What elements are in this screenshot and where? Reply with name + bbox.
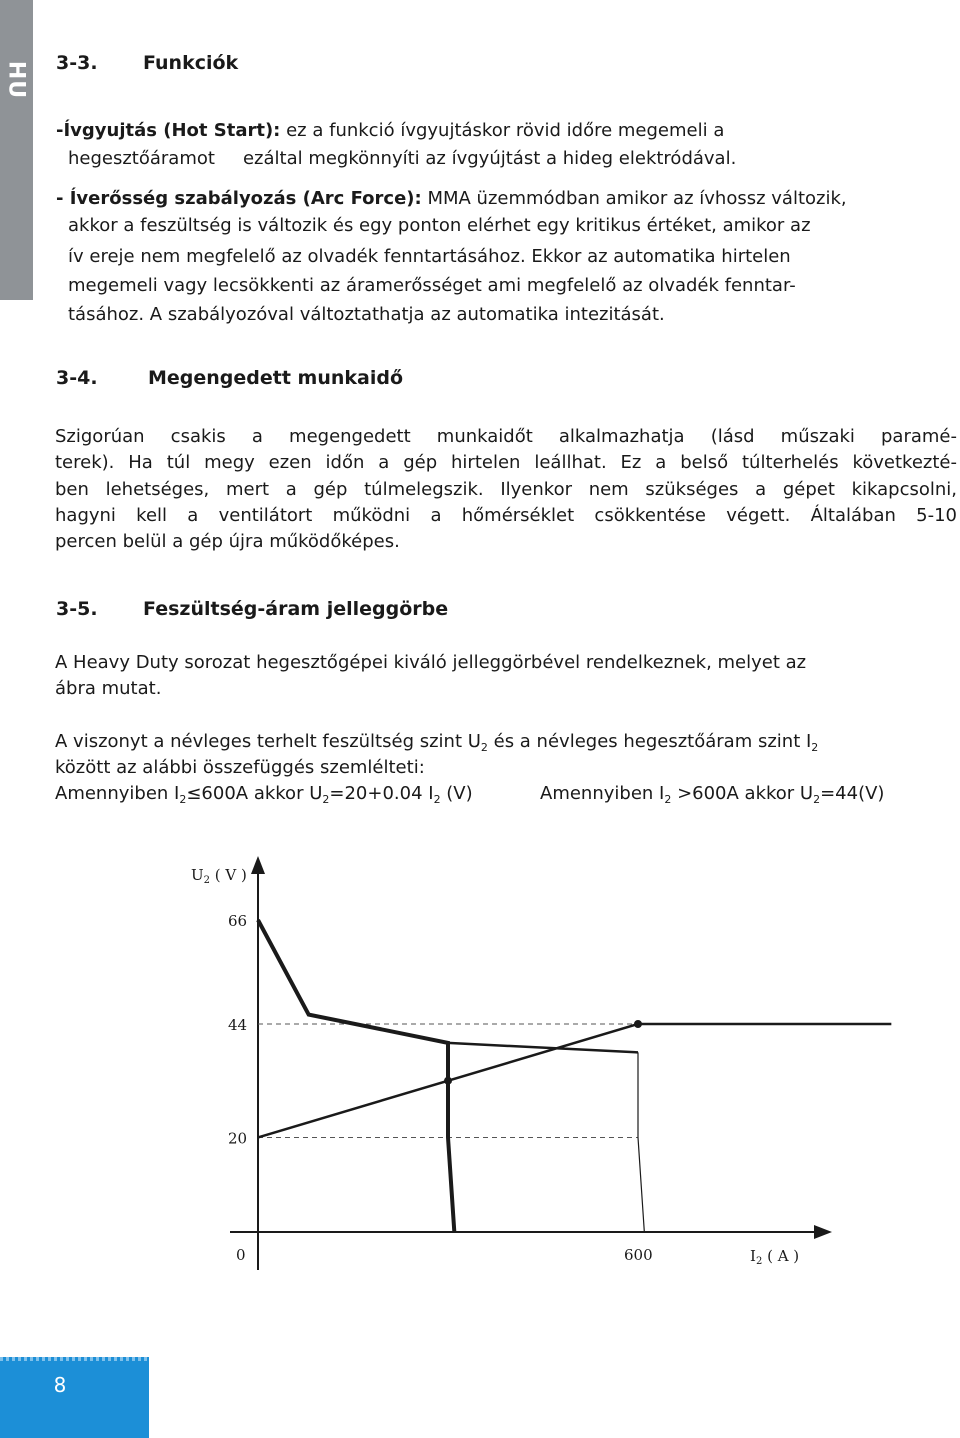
duty-line-1: Szigorúan csakis a megengedett munkaidőt alkalmazhatja (lásd műszaki paramé- xyxy=(55,426,957,447)
section-3-4-number: 3-4. xyxy=(56,367,98,389)
y-tick-20: 20 xyxy=(228,1129,248,1148)
page-number: 8 xyxy=(53,1373,67,1397)
y-axis-label: $U_2$ ( V ) xyxy=(191,866,247,886)
relation-line-2: között az alábbi összefüggés szemlélteti: xyxy=(55,757,425,778)
arc-force-line-4: megemeli vagy lecsökkenti az áramerősséget ami megfelelő az olvadék fenntar- xyxy=(68,275,796,296)
origin-label: 0 xyxy=(236,1246,246,1264)
formula-1-c: ≤600A akkor U xyxy=(186,783,323,804)
formula-1 xyxy=(55,781,473,807)
formula-1-g: (V) xyxy=(440,783,473,804)
marker-1 xyxy=(634,1020,642,1028)
duty-line-2: terek). Ha túl megy ezen időn a gép hirtelen leállhat. Ez a belső túlterhelés következté- xyxy=(55,452,957,473)
hot-start-text-2b: ezáltal megkönnyíti az ívgyújtást a hideg elektródával. xyxy=(242,148,737,169)
y-axis-arrow xyxy=(251,856,265,874)
arc-force-line-2: akkor a feszültség is változik és egy ponton elérhet egy kritikus értéket, amikor az xyxy=(68,215,811,236)
formula-2-c: >600A akkor U xyxy=(671,783,814,804)
chart-axes xyxy=(230,856,832,1270)
x-axis-arrow xyxy=(814,1225,832,1239)
arc-force-line-5: tásához. A szabályozóval változtathatja az automatika intezitását. xyxy=(68,304,665,325)
language-tab-label: HU xyxy=(3,60,29,100)
section-3-5-title: Feszültség-áram jelleggörbe xyxy=(143,598,449,620)
y-tick-labels xyxy=(228,912,247,1147)
formula-1-e: =20+0.04 I xyxy=(329,783,434,804)
x-tick-labels xyxy=(624,1246,653,1264)
curve-intro-line-2: ábra mutat. xyxy=(55,678,162,699)
arc-force-line-1 xyxy=(56,186,847,212)
formula-1-sub-2: 2 xyxy=(322,793,330,806)
x-axis-label: $I_2$ ( A ) xyxy=(750,1247,800,1267)
section-3-5-number: 3-5. xyxy=(56,598,98,620)
section-3-3-title: Funkciók xyxy=(143,52,239,74)
duty-line-5: percen belül a gép újra működőképes. xyxy=(55,531,400,552)
relation-sub-i: 2 xyxy=(811,741,819,754)
relation-line-1 xyxy=(55,729,818,755)
duty-line-3: ben lehetséges, mert a gép túlmelegszik. Ilyenkor nem szükséges a gépet kikapcsolni, xyxy=(55,479,957,500)
x-tick-600: 600 xyxy=(624,1246,653,1264)
chart-series xyxy=(258,920,891,1232)
series-line-2 xyxy=(448,1043,638,1052)
duty-line-4: hagyni kell a ventilátort működni a hőmérséklet csökkentése végett. Általában 5-10 xyxy=(55,505,957,526)
formula-1-a: Amennyiben I xyxy=(55,783,180,804)
hot-start-line-2 xyxy=(68,146,736,172)
arc-force-text-1: MMA üzemmódban amikor az ívhossz változik, xyxy=(421,188,847,209)
formula-2-e: =44(V) xyxy=(820,783,885,804)
hot-start-text-2a: hegesztőáramot xyxy=(68,148,215,169)
formula-2-a: Amennyiben I xyxy=(540,783,665,804)
section-3-3-number: 3-3. xyxy=(56,52,98,74)
page-number-box xyxy=(0,1357,149,1438)
arc-force-line-3: ív ereje nem megfelelő az olvadék fenntartásához. Ekkor az automatika hirtelen xyxy=(68,246,791,267)
y-tick-66: 66 xyxy=(228,912,248,930)
section-3-4-title: Megengedett munkaidő xyxy=(148,367,404,389)
formula-1-sub-3: 2 xyxy=(433,793,441,806)
formula-2 xyxy=(540,781,884,807)
relation-text-c: és a névleges hegesztőáram szint I xyxy=(487,731,812,752)
hot-start-label: -Ívgyujtás (Hot Start): xyxy=(56,120,281,141)
curve-intro-line-1: A Heavy Duty sorozat hegesztőgépei kiváló jelleggörbével rendelkeznek, melyet az xyxy=(55,652,807,673)
formula-1-sub-1: 2 xyxy=(179,793,187,806)
relation-sub-u: 2 xyxy=(480,741,488,754)
marker-0 xyxy=(444,1077,452,1085)
y-tick-44: 44 xyxy=(228,1016,248,1034)
page-box-stripe xyxy=(0,1357,149,1361)
relation-text-a: A viszonyt a névleges terhelt feszültség szint U xyxy=(55,731,481,752)
voltage-current-chart xyxy=(0,840,960,1280)
language-tab xyxy=(0,0,33,300)
series-line-3 xyxy=(638,1052,644,1232)
arc-force-label: - Íverősség szabályozás (Arc Force): xyxy=(56,188,422,209)
series-line-1 xyxy=(258,920,454,1232)
hot-start-line-1 xyxy=(56,118,724,144)
formula-2-sub-1: 2 xyxy=(664,793,672,806)
hot-start-text-1: ez a funkció ívgyujtáskor rövid időre megemeli a xyxy=(280,120,725,141)
series-line-0 xyxy=(258,1024,891,1137)
formula-2-sub-2: 2 xyxy=(813,793,821,806)
